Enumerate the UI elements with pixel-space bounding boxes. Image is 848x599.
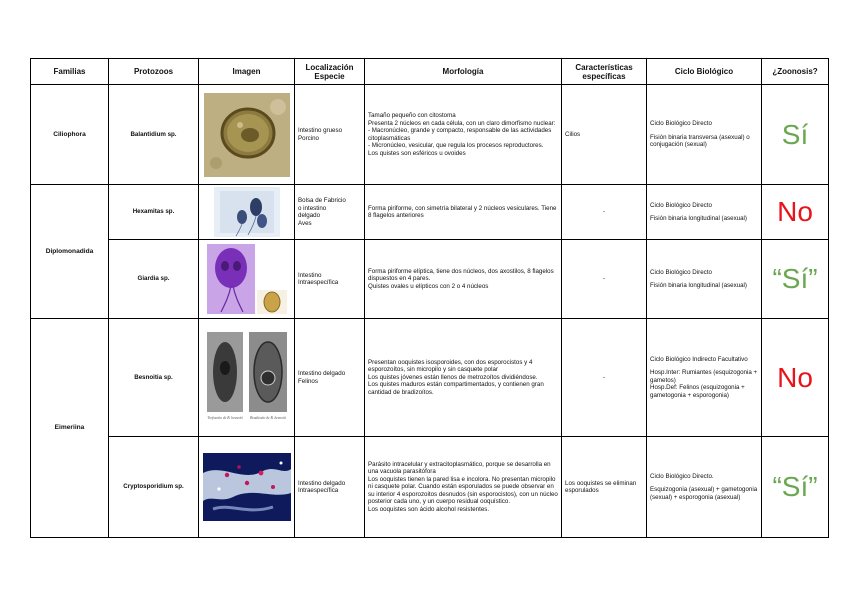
protozoo-name: Giardia sp. — [109, 240, 199, 319]
protozoo-name: Balantidium sp. — [109, 85, 199, 185]
morfologia-cell: Parásito intracelular y extracitoplasmático, porque se desarrolla en una vacuola parasitófora Los ooquistes tienen la pared lisa e incolora. No presentan micropilo ni casquete polar. Cuando están esporulados se puede observar en su interior 4 esporozoitos desnudos (sin esporocistos), con un núcleo posterior cada uno, y un cuerpo residual ooquístico. Los ooquistes son ácido alcohol resistentes. — [365, 437, 562, 538]
localizacion-cell: Intestino delgado Felinos — [295, 319, 365, 437]
ciclo-cell: Ciclo Biológico Indirecto Facultativo Hosp.Inter: Rumiantes (esquizogonia + gametos) Hosp.Def: Felinos (esquizogonia + gametogonia + esporogonia) — [647, 319, 762, 437]
table-row — [31, 85, 829, 185]
ciclo-cell: Ciclo Biológico Directo Fisión binaria longitudinal (asexual) — [647, 185, 762, 240]
besnoitia-micrograph — [203, 328, 291, 428]
balantidium-micrograph — [204, 93, 290, 177]
caracteristicas-cell: Cilios — [562, 85, 647, 185]
morfologia-cell: Tamaño pequeño con citostoma Presenta 2 núcleos en cada célula, con un claro dimorfismo nuclear: - Macronúcleo, grande y compacto, responsable de las actividades citoplasmáticas - Micronúcleo, vesicular, que regula los procesos reproductores. Los quistes son esféricos u ovoides — [365, 85, 562, 185]
table-row — [31, 319, 829, 437]
caracteristicas-cell: Los ooquistes se eliminan esporulados — [562, 437, 647, 538]
zoonosis-value: “Sí” — [762, 437, 829, 538]
family-eimeriina: Eimeriina — [31, 319, 109, 538]
zoonosis-value: “Sí” — [762, 240, 829, 319]
family-diplomonadida: Diplomonadida — [31, 185, 109, 319]
protozoo-image — [199, 319, 295, 437]
localizacion-cell: Intestino grueso Porcino — [295, 85, 365, 185]
caracteristicas-cell: - — [562, 319, 647, 437]
localizacion-cell: Intestino delgado Intraespecífica — [295, 437, 365, 538]
localizacion-cell: Bolsa de Fabricio o intestino delgado Aves — [295, 185, 365, 240]
table-row — [31, 437, 829, 538]
morfologia-cell: Forma piriforme elíptica, tiene dos núcleos, dos axostilos, 8 flagelos dispuestos en 4 pares. Quistes ovales u elípticos con 2 o 4 núcleos — [365, 240, 562, 319]
protozoo-image — [199, 185, 295, 240]
protozoo-image — [199, 437, 295, 538]
hexamitas-micrograph — [214, 187, 280, 237]
family-ciliophora: Ciliophora — [31, 85, 109, 185]
header-protozoos: Protozoos — [109, 59, 199, 85]
ciclo-cell: Ciclo Biológico Directo. Esquizogonia (asexual) + gametogonia (sexual) + esporogonia (asexual) — [647, 437, 762, 538]
zoonosis-value: No — [762, 319, 829, 437]
besnoitia-caption-right: Bradizoito de B. besnoiti — [249, 415, 286, 420]
header-caracteristicas: Características específicas — [562, 59, 647, 85]
protozoa-table — [30, 58, 829, 538]
header-imagen: Imagen — [199, 59, 295, 85]
morfologia-cell: Forma piriforme, con simetría bilateral y 2 núcleos vesiculares. Tiene 8 flagelos anteriores — [365, 185, 562, 240]
giardia-micrograph — [203, 242, 291, 316]
ciclo-cell: Ciclo Biológico Directo Fisión binaria transversa (asexual) o conjugación (sexual) — [647, 85, 762, 185]
table-row — [31, 240, 829, 319]
zoonosis-value: Sí — [762, 85, 829, 185]
protozoo-image — [199, 85, 295, 185]
header-localizacion: Localización Especie — [295, 59, 365, 85]
besnoitia-caption-left: Trofozoito de B. besnoiti — [206, 415, 243, 420]
header-familias: Familias — [31, 59, 109, 85]
protozoo-name: Cryptosporidium sp. — [109, 437, 199, 538]
protozoo-name: Hexamitas sp. — [109, 185, 199, 240]
caracteristicas-cell: - — [562, 240, 647, 319]
cryptosporidium-micrograph — [203, 453, 291, 521]
caracteristicas-cell: - — [562, 185, 647, 240]
morfologia-cell: Presentan ooquistes isosporoides, con dos esporocistos y 4 esporozoítos, sin micropilo y sin casquete polar Los quistes jóvenes están llenos de metrozoítos dividiéndose. Los quistes maduros están compartimentados, y contienen gran cantidad de bradizoítos. — [365, 319, 562, 437]
protozoo-image — [199, 240, 295, 319]
zoonosis-value: No — [762, 185, 829, 240]
header-ciclo: Ciclo Biológico — [647, 59, 762, 85]
table-row — [31, 185, 829, 240]
protozoo-name: Besnoitia sp. — [109, 319, 199, 437]
localizacion-cell: Intestino Intraespecífica — [295, 240, 365, 319]
ciclo-cell: Ciclo Biológico Directo Fisión binaria longitudinal (asexual) — [647, 240, 762, 319]
header-zoonosis: ¿Zoonosis? — [762, 59, 829, 85]
header-morfologia: Morfología — [365, 59, 562, 85]
header-row — [31, 59, 829, 85]
